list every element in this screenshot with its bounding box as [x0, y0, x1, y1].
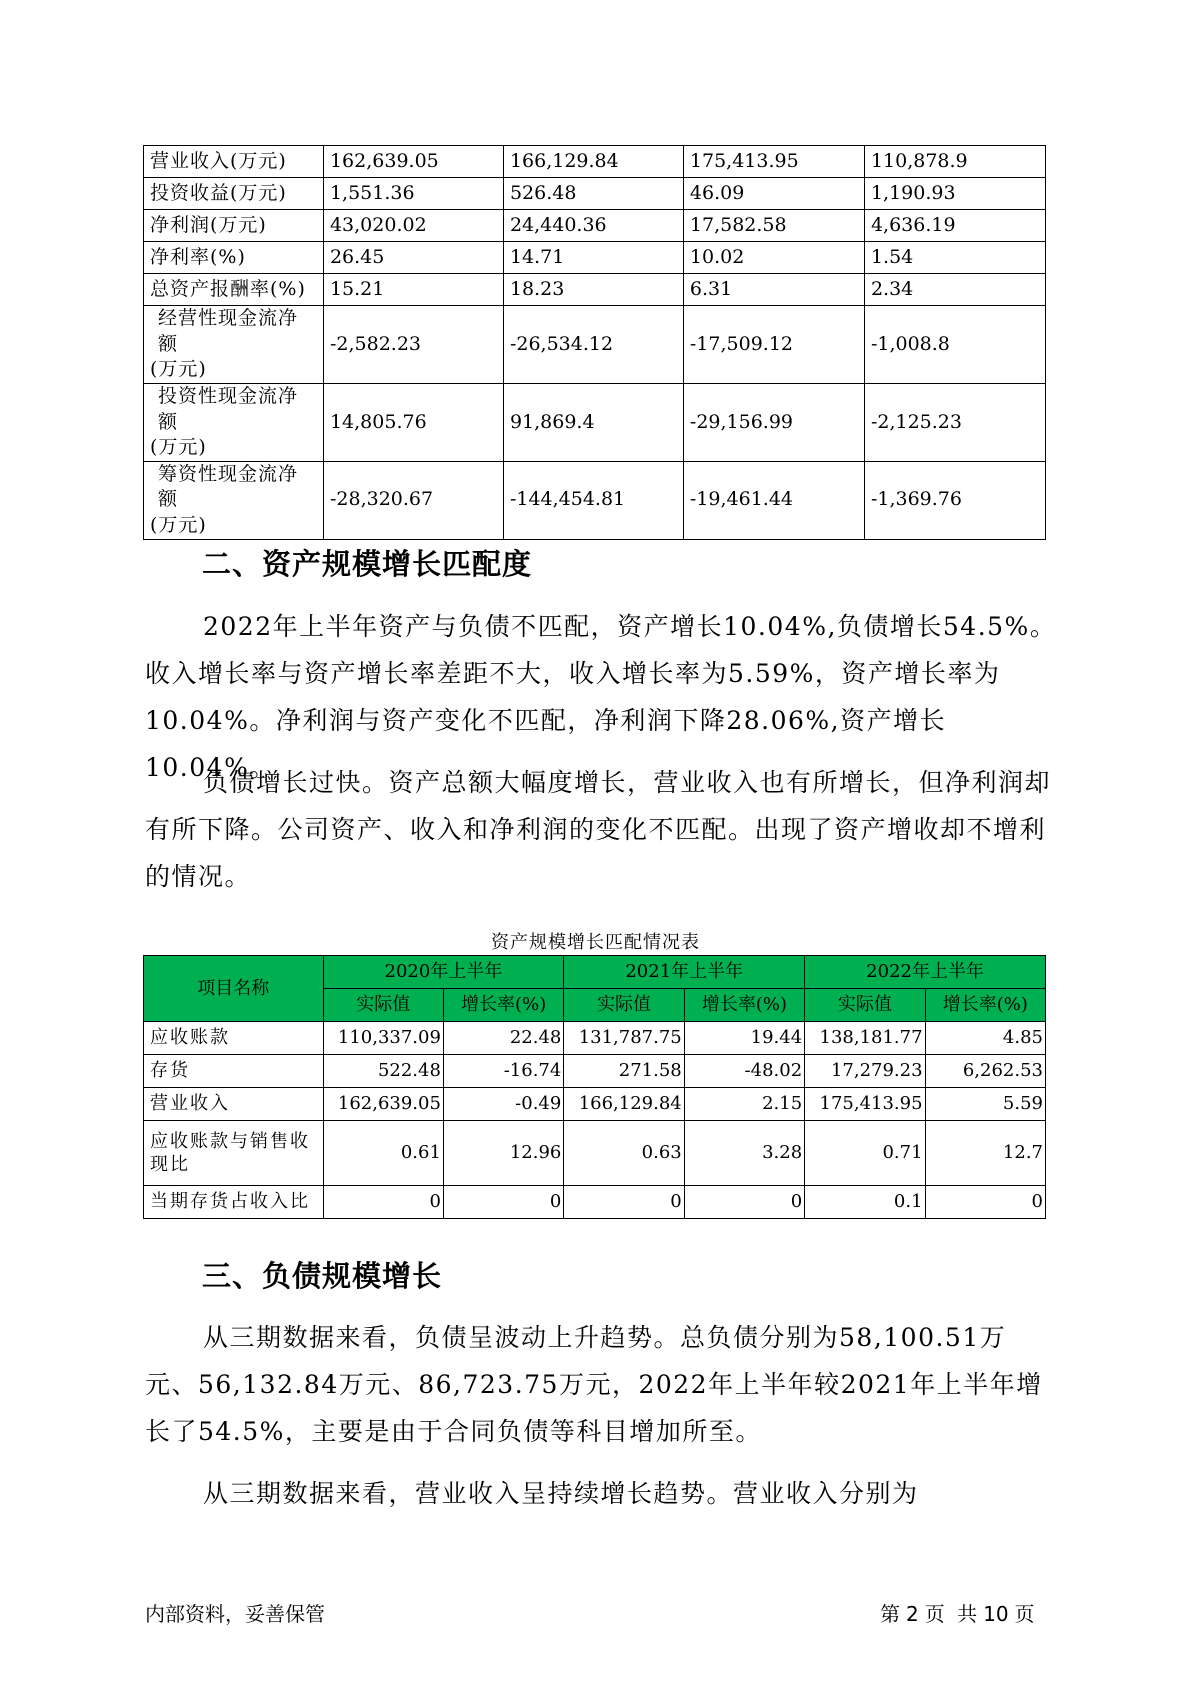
financial-summary-table	[143, 145, 1046, 540]
table-cell: 138,181.77	[805, 1022, 925, 1055]
table-cell: 175,413.95	[683, 146, 864, 178]
table-cell: 4.85	[925, 1022, 1045, 1055]
paragraph: 从三期数据来看，营业收入呈持续增长趋势。营业收入分别为	[203, 1479, 919, 1508]
table-cell: 522.48	[323, 1055, 443, 1088]
table-cell: 0.61	[323, 1121, 443, 1186]
table-cell: 17,582.58	[683, 210, 864, 242]
table-cell: 22.48	[443, 1022, 563, 1055]
row-label-line: (万元)	[150, 436, 207, 459]
row-label-line: 营业收入	[150, 1093, 230, 1115]
row-label-line: 现比	[150, 1154, 190, 1175]
item-name-header: 项目名称	[144, 956, 324, 1022]
row-label	[144, 1121, 324, 1186]
table-cell: 166,129.84	[564, 1088, 684, 1121]
table-cell: 162,639.05	[323, 1088, 443, 1121]
growth-rate-header: 增长率(%)	[925, 989, 1045, 1022]
row-label-line: 当期存货占收入比	[150, 1191, 310, 1213]
table-row	[144, 383, 1046, 461]
page-mid: 页	[924, 1602, 945, 1626]
table-cell: 0	[323, 1186, 443, 1219]
table-caption: 资产规模增长匹配情况表	[491, 932, 700, 953]
row-label	[144, 178, 324, 210]
table-cell: 0	[564, 1186, 684, 1219]
row-label-line: 净利率(%)	[150, 245, 246, 268]
table-row	[144, 1088, 1046, 1121]
row-label-line: 投资性现金流净额	[158, 384, 299, 433]
table-row	[144, 178, 1046, 210]
period-header: 2022年上半年	[805, 956, 1046, 989]
table-cell: 1,551.36	[323, 178, 503, 210]
table-cell: 12.7	[925, 1121, 1045, 1186]
row-label	[144, 1088, 324, 1121]
asset-growth-match-table	[143, 955, 1046, 1219]
growth-rate-header: 增长率(%)	[443, 989, 563, 1022]
table-cell: 10.02	[683, 242, 864, 274]
paragraph: 2022年上半年资产与负债不匹配，资产增长10.04%,负债增长54.5%。收入增长率与资产增长率差距不大，收入增长率为5.59%，资产增长率为10.04%。净利润与资产变化不匹配，净利润下降28.06%,资产增长10.04%。	[145, 612, 1057, 782]
total-pages: 10	[983, 1602, 1009, 1626]
table-cell: -1,008.8	[864, 306, 1045, 384]
paragraph: 负债增长过快。资产总额大幅度增长，营业收入也有所增长，但净利润却有所下降。公司资产、收入和净利润的变化不匹配。出现了资产增收却不增利的情况。	[145, 768, 1052, 891]
table-cell: 12.96	[443, 1121, 563, 1186]
table-cell: 0	[443, 1186, 563, 1219]
table-cell: 3.28	[684, 1121, 804, 1186]
row-label-line: 总资产报酬率(%)	[150, 277, 306, 300]
table-cell: 175,413.95	[805, 1088, 925, 1121]
actual-value-header: 实际值	[564, 989, 684, 1022]
row-label-line: 应收账款	[150, 1027, 230, 1049]
table-row	[144, 1186, 1046, 1219]
table-cell: 166,129.84	[503, 146, 683, 178]
table-cell: 43,020.02	[323, 210, 503, 242]
row-label-line: 营业收入(万元)	[150, 149, 287, 172]
actual-value-header: 实际值	[805, 989, 925, 1022]
table-cell: -16.74	[443, 1055, 563, 1088]
table-row	[144, 1022, 1046, 1055]
row-label-line: 经营性现金流净额	[158, 307, 299, 355]
table-cell: 6,262.53	[925, 1055, 1045, 1088]
table-cell: 1,190.93	[864, 178, 1045, 210]
table-cell: -2,125.23	[864, 383, 1045, 461]
table-cell: 14,805.76	[323, 383, 503, 461]
table-cell: -48.02	[684, 1055, 804, 1088]
period-header: 2020年上半年	[323, 956, 564, 989]
page-number: 2	[906, 1602, 919, 1626]
table-cell: 2.34	[864, 274, 1045, 306]
table-cell: 2.15	[684, 1088, 804, 1121]
table-cell: -19,461.44	[683, 461, 864, 539]
row-label-line: (万元)	[150, 514, 207, 537]
table-row	[144, 274, 1046, 306]
section-heading-asset-growth: 二、资产规模增长匹配度	[202, 547, 533, 581]
table-cell: 19.44	[684, 1022, 804, 1055]
footer-page-number	[880, 1598, 1041, 1627]
row-label	[144, 210, 324, 242]
table-cell: 0.71	[805, 1121, 925, 1186]
table-cell: 46.09	[683, 178, 864, 210]
total-suffix: 页	[1014, 1602, 1035, 1626]
row-label-line: 投资收益(万元)	[150, 181, 287, 204]
table-cell: -144,454.81	[503, 461, 683, 539]
table-cell: 4,636.19	[864, 210, 1045, 242]
table-cell: -17,509.12	[683, 306, 864, 384]
row-label	[144, 274, 324, 306]
table-row	[144, 1121, 1046, 1186]
total-prefix: 共	[957, 1602, 978, 1626]
row-label	[144, 1186, 324, 1219]
row-label	[144, 461, 324, 539]
row-label-line: 净利润(万元)	[150, 213, 267, 236]
row-label	[144, 306, 324, 384]
period-header: 2021年上半年	[564, 956, 805, 989]
actual-value-header: 实际值	[323, 989, 443, 1022]
section-heading-liability-growth: 三、负债规模增长	[202, 1259, 443, 1293]
table-cell: 6.31	[683, 274, 864, 306]
table-cell: 5.59	[925, 1088, 1045, 1121]
table-cell: 1.54	[864, 242, 1045, 274]
row-label	[144, 383, 324, 461]
row-label	[144, 1022, 324, 1055]
table-cell: -29,156.99	[683, 383, 864, 461]
paragraph: 从三期数据来看，负债呈波动上升趋势。总负债分别为58,100.51万元、56,132.84万元、86,723.75万元，2022年上半年较2021年上半年增长了54.5%，主要是由于合同负债等科目增加所至。	[145, 1323, 1043, 1446]
table-cell: 24,440.36	[503, 210, 683, 242]
table-cell: 18.23	[503, 274, 683, 306]
table-cell: 110,878.9	[864, 146, 1045, 178]
row-label	[144, 242, 324, 274]
table-cell: 0	[684, 1186, 804, 1219]
table-cell: 26.45	[323, 242, 503, 274]
row-label	[144, 1055, 324, 1088]
table-cell: 17,279.23	[805, 1055, 925, 1088]
table-row	[144, 1055, 1046, 1088]
table-row	[144, 242, 1046, 274]
table-cell: 0.63	[564, 1121, 684, 1186]
table-cell: -26,534.12	[503, 306, 683, 384]
footer-confidential-note: 内部资料，妥善保管	[145, 1602, 325, 1626]
row-label-line: 筹资性现金流净额	[158, 462, 299, 511]
table-cell: 162,639.05	[323, 146, 503, 178]
row-label-line: (万元)	[150, 358, 207, 381]
table-cell: 0	[925, 1186, 1045, 1219]
table-cell: 526.48	[503, 178, 683, 210]
table-cell: 91,869.4	[503, 383, 683, 461]
table-cell: 131,787.75	[564, 1022, 684, 1055]
table-row	[144, 210, 1046, 242]
row-label-line: 存货	[150, 1060, 190, 1082]
table-cell: 110,337.09	[323, 1022, 443, 1055]
table-cell: 0.1	[805, 1186, 925, 1219]
table-row	[144, 461, 1046, 539]
table-row	[144, 146, 1046, 178]
table-cell: 15.21	[323, 274, 503, 306]
table-cell: 271.58	[564, 1055, 684, 1088]
row-label-line: 应收账款与销售收	[150, 1130, 310, 1152]
growth-rate-header: 增长率(%)	[684, 989, 804, 1022]
table-cell: -0.49	[443, 1088, 563, 1121]
table-cell: -2,582.23	[323, 306, 503, 384]
table-cell: 14.71	[503, 242, 683, 274]
table-cell: -1,369.76	[864, 461, 1045, 539]
table-cell: -28,320.67	[323, 461, 503, 539]
table-row	[144, 306, 1046, 384]
row-label	[144, 146, 324, 178]
page-prefix: 第	[880, 1602, 900, 1626]
